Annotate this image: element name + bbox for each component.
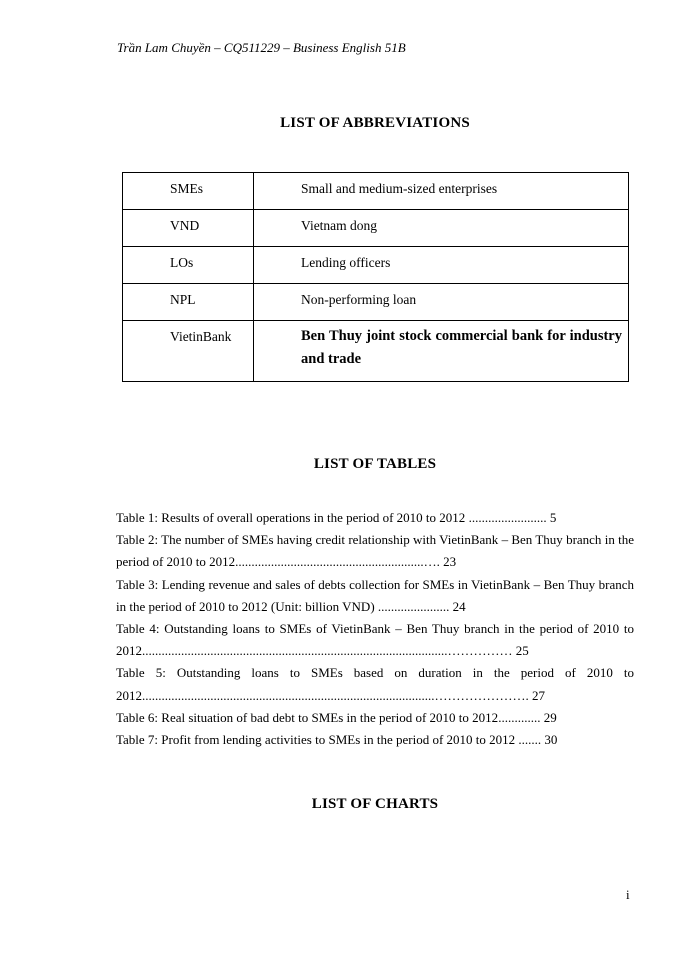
- abbreviation: VND: [123, 210, 254, 247]
- toc-entry-text: Table 2: The number of SMEs having credit relationship with VietinBank – Ben Thuy branch in the period of 2010 to 2012: [116, 532, 634, 570]
- list-of-tables: [116, 507, 634, 751]
- toc-entry-text: Table 6: Real situation of bad debt to SMEs in the period of 2010 to 2012: [116, 709, 499, 725]
- charts-title: LIST OF CHARTS: [311, 796, 439, 812]
- tables-title: LIST OF TABLES: [313, 456, 437, 472]
- page-number: i: [626, 887, 630, 902]
- list-item[interactable]: [116, 529, 634, 573]
- toc-page-number: 5: [549, 510, 557, 525]
- toc-leader: ..........................................................................................………………….: [142, 687, 529, 703]
- toc-leader: .......: [515, 732, 542, 748]
- abbreviations-title: LIST OF ABBREVIATIONS: [280, 115, 470, 131]
- toc-entry-text: Table 5: Outstanding loans to SMEs based on duration in the period of 2010 to 2012: [116, 665, 634, 703]
- toc-leader: ........................: [465, 510, 547, 525]
- list-item[interactable]: [116, 574, 634, 618]
- toc-leader: ......................: [374, 598, 450, 614]
- abbreviation-meaning: Small and medium-sized enterprises: [254, 173, 629, 210]
- abbreviation: SMEs: [123, 173, 254, 210]
- toc-page-number: 29: [543, 709, 557, 725]
- toc-page-number: 27: [532, 687, 545, 703]
- table-row: [123, 321, 629, 382]
- abbreviation-meaning: Non-performing loan: [254, 284, 629, 321]
- abbreviation: NPL: [123, 284, 254, 321]
- list-item[interactable]: [116, 729, 634, 751]
- abbreviation: LOs: [123, 247, 254, 284]
- table-row: [123, 210, 629, 247]
- toc-entry-text: Table 1: Results of overall operations in the period of 2010 to 2012: [116, 510, 466, 525]
- toc-leader: ..............................................................................................……………: [142, 643, 513, 659]
- table-row: [123, 284, 629, 321]
- toc-page-number: 24: [452, 598, 466, 614]
- table-row: [123, 247, 629, 284]
- list-item[interactable]: [116, 507, 634, 529]
- abbreviation-meaning: Ben Thuy joint stock commercial bank for industry and trade: [254, 321, 629, 382]
- list-item[interactable]: [116, 707, 634, 729]
- toc-page-number: 25: [515, 643, 529, 659]
- list-item[interactable]: [116, 662, 634, 706]
- toc-leader: .............: [498, 709, 541, 725]
- running-head: Trần Lam Chuyền – CQ511229 – Business English 51B: [117, 40, 406, 55]
- toc-entry-text: Table 4: Outstanding loans to SMEs of VietinBank – Ben Thuy branch in the period of 2010 to 2012: [116, 621, 634, 659]
- toc-leader: ..........................................................….: [235, 554, 440, 570]
- list-item[interactable]: [116, 618, 634, 662]
- abbreviations-table: [122, 172, 629, 382]
- table-row: [123, 173, 629, 210]
- toc-page-number: 23: [443, 554, 457, 570]
- abbreviation-meaning: Vietnam dong: [254, 210, 629, 247]
- abbreviation-meaning: Lending officers: [254, 247, 629, 284]
- toc-entry-text: Table 3: Lending revenue and sales of debts collection for SMEs in VietinBank – Ben Thuy branch in the period of 2010 to 2012 (Unit: billion VND): [116, 576, 634, 614]
- toc-entry-text: Table 7: Profit from lending activities to SMEs in the period of 2010 to 2012: [116, 732, 516, 748]
- toc-page-number: 30: [544, 732, 558, 748]
- abbreviation: VietinBank: [123, 321, 254, 382]
